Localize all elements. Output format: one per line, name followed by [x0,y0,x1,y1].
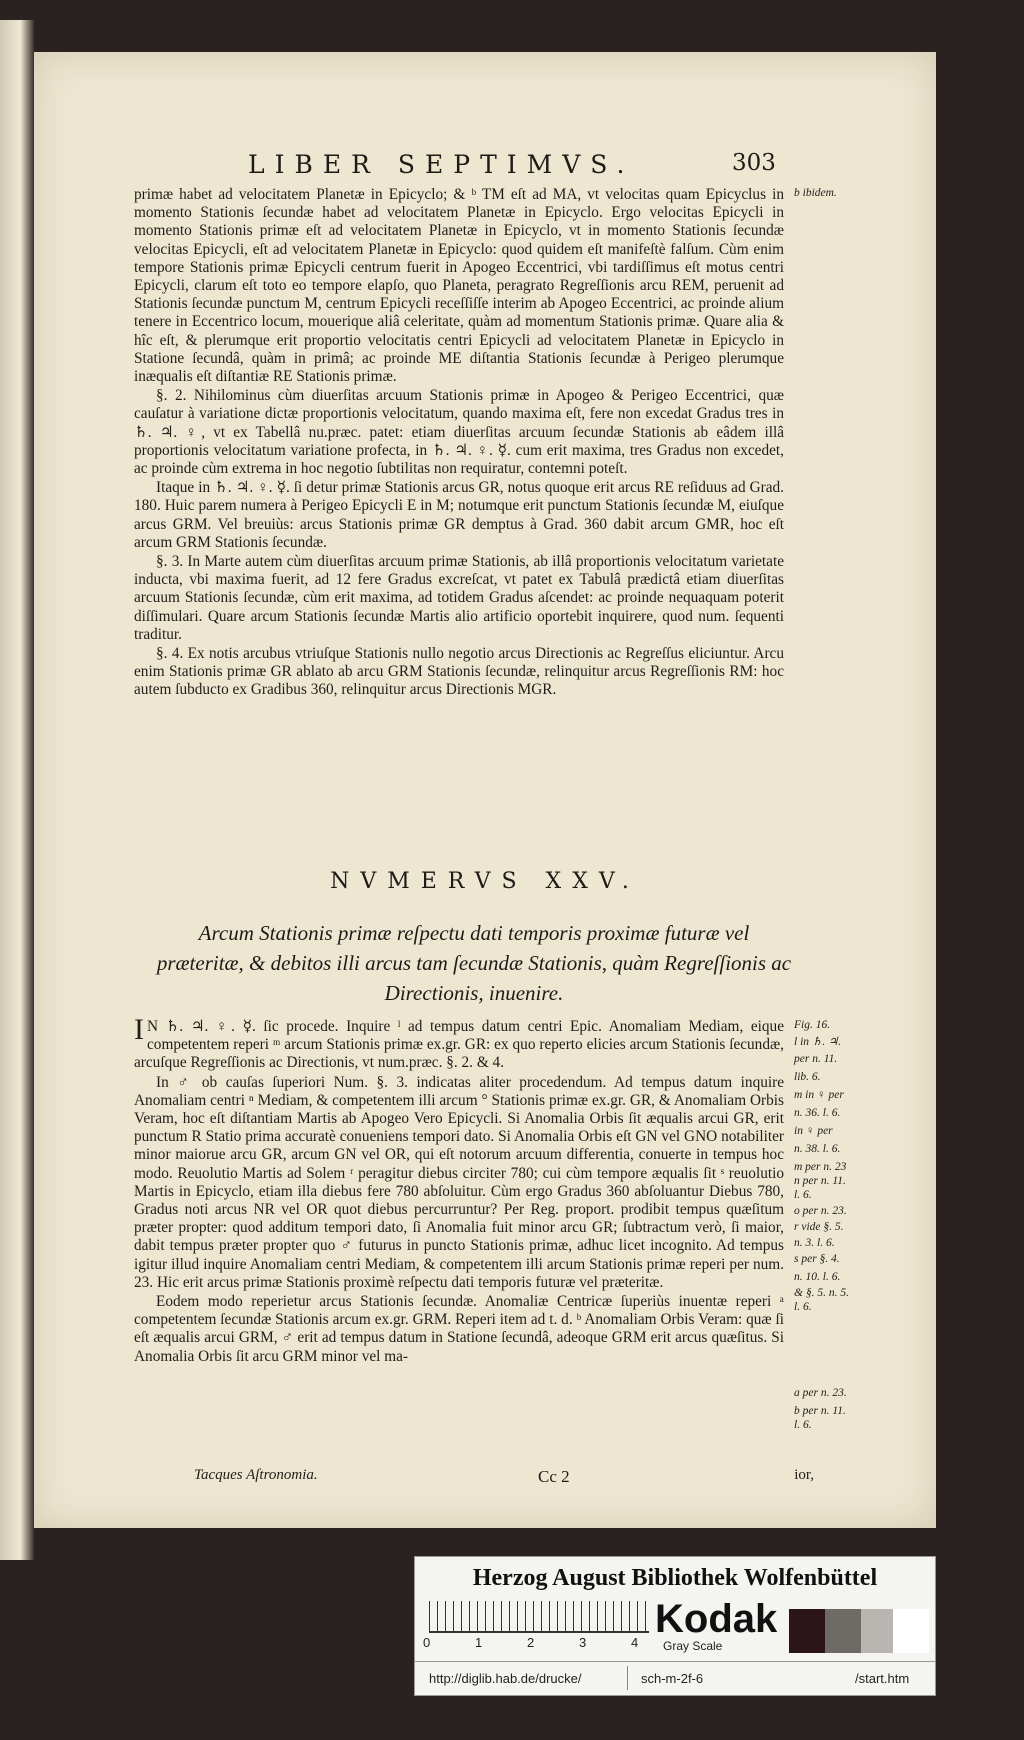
margin-note: l in ♄. ♃. [794,1036,842,1048]
margin-note: l. 6. [794,1301,812,1313]
margin-note: n per n. 11. [794,1175,846,1187]
drop-cap: I [134,1013,144,1046]
margin-note: n. 36. l. 6. [794,1107,841,1119]
body-text-top [134,186,784,701]
gray-scale-label: Gray Scale [663,1639,723,1653]
paragraph: §. 2. Nihilominus cùm diuerſitas arcuum Stationis primæ in Apogeo & Perigeo Eccentrici, quæ cauſatur à variatione dictæ proportionis velocitatum, quando maxima eſt, fere non excedat Gradus tres in ♄. ♃. ♀, vt ex Tabellâ nu.præc. patet: etiam diuerſitas arcuum ſecundæ Stationis ab eâdem illâ proportionis velocitatum variatione profecta, in ♄. ♃. ♀. ☿. cum erit maxima, tres Gradus non excedet, ac proinde cùm extrema in hoc negotio ſubtilitas non requiratur, contemni poteſt. [134,387,784,478]
margin-note: b per n. 11. [794,1405,846,1417]
footer-runner: Tacques Aſtronomia. [194,1467,318,1483]
margin-note: & §. 5. n. 5. [794,1287,849,1299]
margin-note: per n. 11. [794,1053,838,1065]
kodak-logo: Kodak [655,1597,778,1641]
margin-note: m per n. 23 [794,1161,847,1173]
section-title: NVMERVS XXV. [330,869,640,894]
margin-note: a per n. 23. [794,1387,847,1399]
margin-note: Fig. 16. [794,1019,831,1031]
proposition-heading: Arcum Stationis primæ reſpectu dati temporis proximæ futuræ vel præteritæ, & debitos illi arcus tam ſecundæ Stationis, quàm Regreſſionis ac Directionis, inuenire. [156,921,792,1005]
shelfmark: sch-m-2f-6 [641,1671,704,1686]
ruler-number: 0 [423,1635,431,1650]
page-number: 303 [732,150,776,176]
book-page [34,52,936,1528]
margin-note: s per §. 4. [794,1253,840,1265]
divider [627,1666,628,1690]
color-target-card [414,1556,936,1696]
margin-note: l. 6. [794,1419,812,1431]
margin-note: in ♀ per [794,1125,833,1137]
start-link: /start.htm [855,1671,910,1686]
margin-note: n. 3. l. 6. [794,1237,835,1249]
paragraph [134,1013,784,1073]
ruler-scale [429,1601,649,1633]
margin-note: n. 10. l. 6. [794,1271,841,1283]
paragraph-text: N ♄. ♃. ♀. ☿. ſic procede. Inquire ˡ ad tempus datum centri Epic. Anomaliam Mediam, eique competentem reperi ᵐ arcum Stationis primæ ex.gr. GR: ex quo reperto elicies arcum Stationis ſecundæ, arcuſque Regreſſionis ac Directionis, vt num.præc. §. 2. & 4. [134,1018,784,1072]
running-head [34,150,936,190]
margin-note: lib. 6. [794,1071,821,1083]
paragraph: Itaque in ♄. ♃. ♀. ☿. ſi detur primæ Stationis arcus GR, notus quoque erit arcus RE reſiduus ad Grad. 180. Huic parem numera à Perigeo Epicycli E in M; notumque erit punctum Stationis ſecundæ M, eiuſque arcus GRM. Vel breuiùs: arcus Stationis primæ GR demptus à Grad. 360 dabit arcum GMR, hoc eſt arcum GRM Stationis ſecundæ. [134,479,784,551]
gray-patch [893,1609,929,1653]
catchword: ior, [794,1467,814,1483]
paragraph: In ♂ ob cauſas ſuperiori Num. §. 3. indicatas aliter procedendum. Ad tempus datum inquire Anomaliam centri ⁿ Mediam, & competentem illi arcum ° Stationis primæ ex.gr. GR, & Anomaliam Orbis Veram, hoc eſt diſtantiam Martis ab Apogeo Vero Epicycli. Si Anomalia Orbis ſit æqualis arcui GR, erit punctum R Statio prima accuratè conueniens tempori dato. Si Anomalia Orbis eſt GN vel GNO notabiliter minor maiorue arcu GR, arcum GN vel OR, qui eſt notorum arcuum differentia, conuerte in tempus hoc modo. Reuolutio Martis ad Solem ʳ peragitur diebus circiter 780; cui cùm tempore æqualis ſit ˢ reuolutio Martis in Epicyclo, etiam illa diebus fere 780 abſoluitur. Cùm ergo Gradus 360 abſoluantur Diebus 780, Gradus noti arcus NR vel OR quot diebus percurruntur? Per Reg. proport. prodibit tempus quæſitum præter propter: quod additum tempori dato, ſi Anomalia fuit minor arcu GR; ſubtractum verò, ſi maior, dabit tempus præter propter quo ♂ futurus in puncto Stationis primæ, adhuc licet incognito. Ad tempus igitur illud inquire Anomaliam centri Mediam, & competentem illi arcum Stationis primæ reperi per num. 23. Hic erit arcus primæ Stationis proximè reſpectu dati temporis futuræ vel præteritæ. [134,1073,784,1291]
paragraph: §. 4. Ex notis arcubus vtriuſque Stationis nullo negotio arcus Directionis ac Regreſſus eliciuntur. Arcu enim Stationis primæ GR ablato ab arcu GRM Stationis ſecundæ, relinquitur arcus Regreſſionis RM: hoc autem ſubducto ex Gradibus 360, relinquitur arcus Directionis MGR. [134,645,784,699]
paragraph: Eodem modo reperietur arcus Stationis ſecundæ. Anomaliæ Centricæ ſuperiùs inuentæ reperi ᵃ competentem ſecundæ Stationis arcum ex.gr. GRM. Reperi item ad t. d. ᵇ Anomaliam Orbis Veram: quæ ſi eſt æqualis arcui GRM, ♂ erit ad tempus datum in Statione ſecundâ, adeoque GRM erit arcus quæſitus. Si Anomalia Orbis ſit arcu GRM minor vel ma- [134,1293,784,1365]
body-text-bottom [134,1013,784,1367]
margin-note: l. 6. [794,1189,812,1201]
running-head-title: LIBER SEPTIMVS. [248,150,635,179]
library-name: Herzog August Bibliothek Wolfenbüttel [472,1565,878,1591]
signature-mark: Cc 2 [538,1467,570,1486]
margin-note: b ibidem. [794,187,837,199]
ruler-number: 1 [475,1635,483,1650]
ruler-number: 3 [579,1635,587,1650]
paragraph: primæ habet ad velocitatem Planetæ in Epicyclo; & ᵇ TM eſt ad MA, vt velocitas quam Epicyclus in momento Stationis ſecundæ habet ad velocitatem Planetæ in Epicyclo. Ergo velocitas Epicycli in momento Stationis primæ eſt ad velocitatem Planetæ in Epicyclo, vt in momento Stationis ſecundæ velocitas Epicycli, eſt ad velocitatem Planetæ in Epicyclo: quod quidem eſt manifeſtè falſum. Cùm enim tempore Stationis primæ Epicycli centrum fuerit in Apogeo Eccentrici, vbi tardiſſimus eſt motus centri Epicycli, clarum eſt toto eo tempore elapſo, quo Planeta, peragrato Regreſſionis arcu REM, peruenit ad Stationis ſecundæ punctum M, centrum Epicycli receſſiſſe interim ab Apogeo Eccentrici, ac proinde alium tenere in Eccentrico locum, mouerique aliâ celeritate, quàm ad momentum Stationis primæ. Quare alia & hîc eſt, & plerumque erit proportio velocitatis centri Epicycli ad velocitatem Planetæ in Epicyclo in Statione ſecundâ, quàm in primâ; ac proinde ME diſtantia Stationis ſecundæ à Perigeo plerumque inæqualis eſt diſtantiæ RE Stationis primæ. [134,186,784,386]
gray-patch [825,1609,861,1653]
margin-note: n. 38. l. 6. [794,1143,841,1155]
url-strip [415,1661,935,1694]
margin-note: o per n. 23. [794,1205,847,1217]
margin-note: r vide §. 5. [794,1221,844,1233]
scan-page-edge [0,20,34,1560]
ruler-number: 2 [527,1635,535,1650]
page-footer [134,1467,814,1489]
gray-patch [861,1609,897,1653]
ruler-numbers [423,1635,663,1651]
gray-patch [789,1609,825,1653]
url-base: http://diglib.hab.de/drucke/ [429,1671,582,1686]
margin-note: m in ♀ per [794,1089,844,1101]
ruler-number: 4 [631,1635,639,1650]
paragraph: §. 3. In Marte autem cùm diuerſitas arcuum primæ Stationis, ab illâ proportionis velocitatum varietate inducta, vbi maxima fuerit, ad 12 fere Gradus excreſcat, vt patet ex Tabulâ prædictâ etiam diuerſitas arcuum Stationis ſecundæ, cùm erit maxima, ad totidem Gradus aſcendet: ac proinde nequaquam poterit diſſimulari. Quare arcum Stationis ſecundæ Martis alio artificio oportebit inquirere, quod num. ſequenti traditur. [134,553,784,643]
